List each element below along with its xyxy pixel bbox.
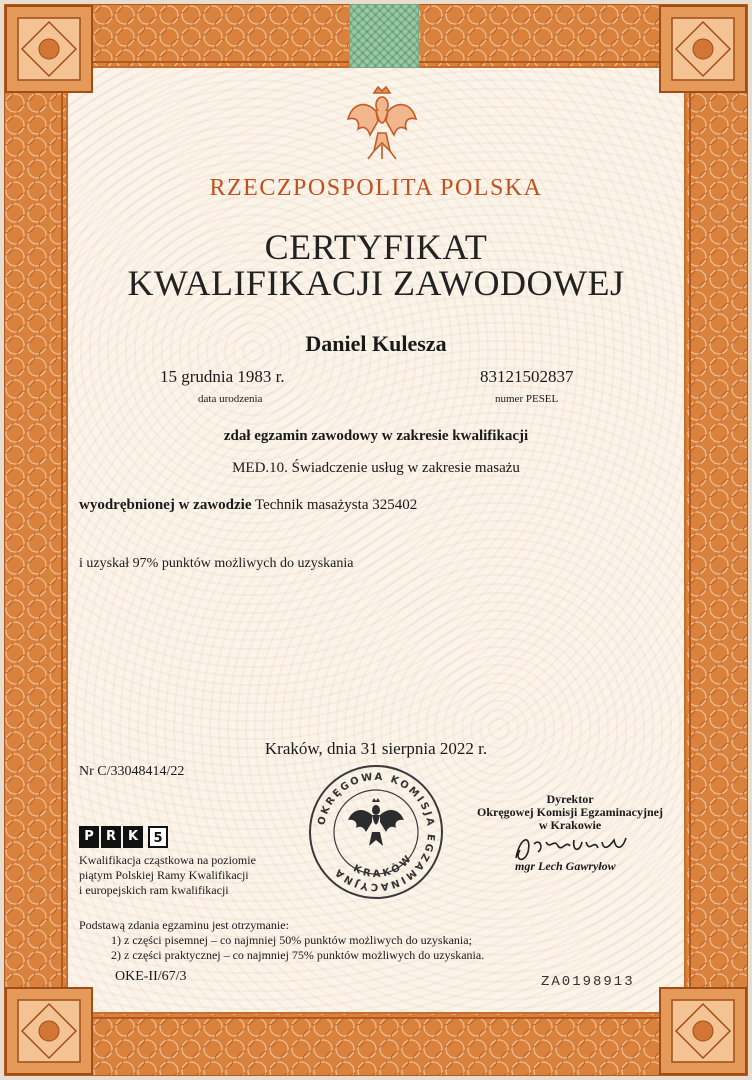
prk-desc-line: piątym Polskiej Ramy Kwalifikacji [79,868,249,882]
holder-name: Daniel Kulesza [305,331,447,356]
certificate-number: Nr C/33048414/22 [79,764,185,779]
basis-item: 2) z części praktycznej – co najmniej 75% punktów możliwych do uzyskania. [111,948,485,962]
certificate-title-line1: CERTYFIKAT [264,227,488,267]
official-seal-stamp [306,762,446,902]
qualification-name: MED.10. Świadczenie usług w zakresie masażu [232,460,520,476]
corner-ornament-top-right [658,4,748,94]
score-statement: i uzyskał 97% punktów możliwych do uzyskania [79,556,354,571]
birth-date-label: data urodzenia [198,393,263,405]
prk-desc-line: Kwalifikacja cząstkowa na poziomie [79,853,256,867]
pesel-label: numer PESEL [495,393,559,405]
birth-date: 15 grudnia 1983 r. [160,367,285,386]
prk-badge [79,826,168,848]
security-hologram [349,4,419,68]
prk-level: 5 [148,826,168,848]
certificate-title-line2: KWALIFIKACJI ZAWODOWEJ [127,263,625,303]
exam-statement: zdał egzamin zawodowy w zakresie kwalifikacji [223,428,529,444]
basis-heading: Podstawą zdania egzaminu jest otrzymanie: [79,918,289,932]
corner-ornament-bottom-left [4,986,94,1076]
prk-letter: R [101,826,121,848]
eagle-emblem-icon [344,85,420,165]
issue-place-date: Kraków, dnia 31 sierpnia 2022 r. [264,739,488,758]
form-code: OKE-II/67/3 [115,969,187,984]
director-title [470,793,670,832]
country-name: RZECZPOSPOLITA POLSKA [209,175,543,201]
prk-letter: K [123,826,143,848]
prk-description [79,853,256,898]
profession-line [79,497,417,514]
seal-ring-text: OKRĘGOWA KOMISJA EGZAMINACYJNA [316,771,437,893]
corner-ornament-bottom-right [658,986,748,1076]
prk-letter: P [79,826,99,848]
profession-prefix: wyodrębnionej w zawodzie [79,497,252,513]
director-line3: w Krakowie [538,818,602,832]
exam-basis [79,918,484,963]
basis-item: 1) z części pisemnej – co najmniej 50% punktów możliwych do uzyskania; [111,933,472,947]
profession-name: Technik masażysta 325402 [254,497,418,513]
director-name: mgr Lech Gawryłow [515,859,616,873]
pesel-number: 83121502837 [480,367,574,386]
seal-city: KRAKÓW [351,851,416,881]
corner-ornament-top-left [4,4,94,94]
director-line2: Okręgowej Komisji Egzaminacyjnej [477,805,663,819]
serial-number: ZA0198913 [541,974,635,990]
prk-desc-line: i europejskich ram kwalifikacji [79,883,229,897]
director-line1: Dyrektor [546,792,594,806]
